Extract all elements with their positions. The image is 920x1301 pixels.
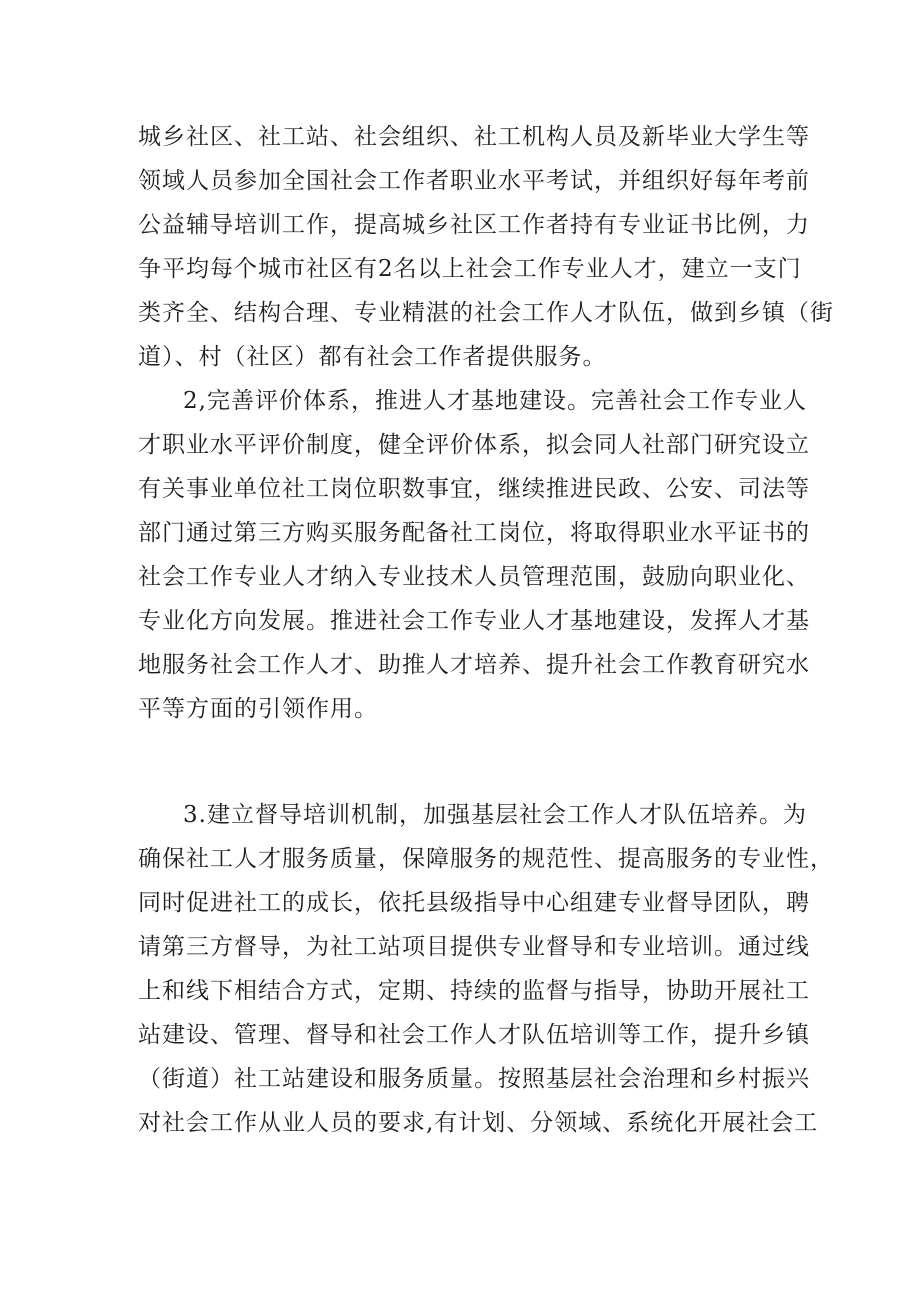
text-line: 同时促进社工的成长，依托县级指导中心组建专业督导团队，聘	[138, 890, 810, 916]
text-line: 对社会工作从业人员的要求,有计划、分领域、系统化开展社会工	[138, 1110, 819, 1136]
text-line: 领域人员参加全国社会工作者职业水平考试，并组织好每年考前	[138, 168, 810, 194]
text-line: 3.建立督导培训机制，加强基层社会工作人才队伍培养。为	[183, 802, 807, 828]
text-line: 请第三方督导，为社工站项目提供专业督导和专业培训。通过线	[138, 934, 810, 960]
text-line: 类齐全、结构合理、专业精湛的社会工作人才队伍，做到乡镇（街	[138, 300, 834, 326]
text-line: （街道）社工站建设和服务质量。按照基层社会治理和乡村振兴	[138, 1066, 810, 1092]
text-line: 2,完善评价体系，推进人才基地建设。完善社会工作专业人	[183, 388, 807, 414]
text-line: 争平均每个城市社区有2名以上社会工作专业人才，建立一支门	[138, 256, 802, 282]
text-line: 有关事业单位社工岗位职数事宜，继续推进民政、公安、司法等	[138, 476, 810, 502]
text-line: 道）、村（社区）都有社会工作者提供服务。	[138, 344, 607, 370]
text-line: 社会工作专业人才纳入专业技术人员管理范围，鼓励向职业化、	[138, 564, 810, 590]
text-line: 确保社工人才服务质量，保障服务的规范性、提高服务的专业性，	[138, 846, 834, 872]
text-line: 部门通过第三方购买服务配备社工岗位，将取得职业水平证书的	[138, 520, 810, 546]
text-line: 站建设、管理、督导和社会工作人才队伍培训等工作，提升乡镇	[138, 1022, 810, 1048]
text-line: 才职业水平评价制度，健全评价体系，拟会同人社部门研究设立	[138, 432, 810, 458]
text-line: 公益辅导培训工作，提高城乡社区工作者持有专业证书比例，力	[138, 212, 810, 238]
text-line: 城乡社区、社工站、社会组织、社工机构人员及新毕业大学生等	[138, 124, 810, 150]
text-line: 地服务社会工作人才、助推人才培养、提升社会工作教育研究水	[138, 652, 810, 678]
text-line: 平等方面的引领作用。	[138, 696, 378, 722]
text-line: 专业化方向发展。推进社会工作专业人才基地建设，发挥人才基	[138, 608, 810, 634]
text-line: 上和线下相结合方式，定期、持续的监督与指导，协助开展社工	[138, 978, 810, 1004]
